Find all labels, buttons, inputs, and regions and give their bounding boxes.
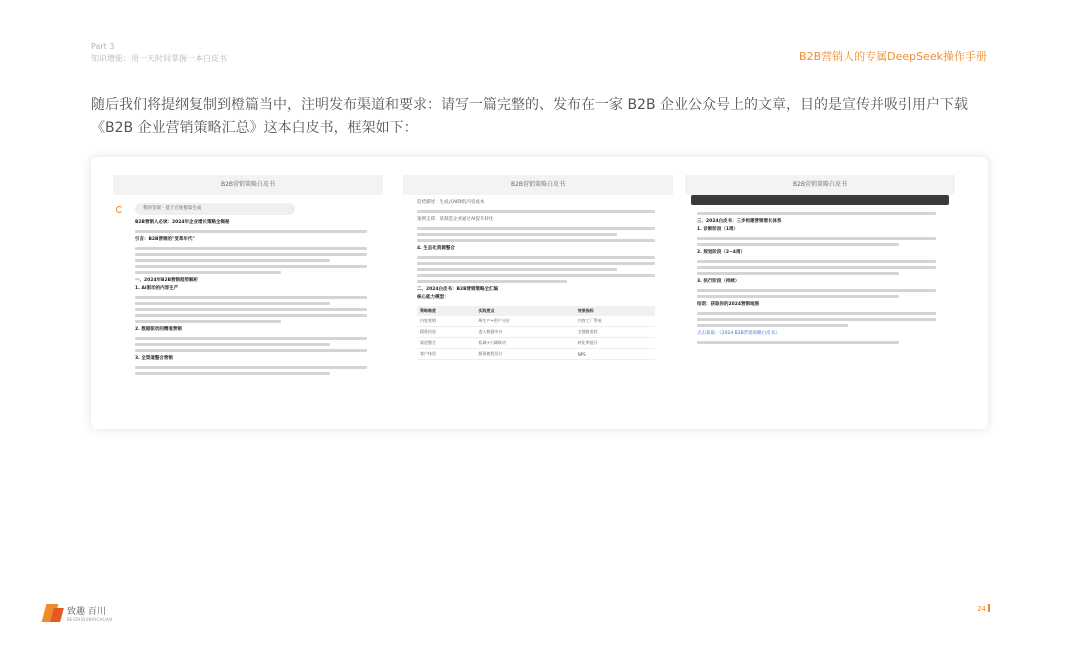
- panel-title: B2B营销策略白皮书: [403, 175, 673, 195]
- step-heading: 2. 规划阶段（2~4周）: [697, 250, 745, 255]
- text-placeholder: [697, 266, 936, 269]
- text-placeholder: [697, 295, 899, 298]
- logo-icon: [44, 604, 62, 622]
- table-cell: 内容营销: [417, 316, 476, 327]
- text-placeholder: [135, 259, 330, 262]
- page-number: [977, 604, 990, 613]
- table-row: [417, 316, 655, 327]
- text-placeholder: [417, 274, 655, 277]
- text-placeholder: [417, 268, 617, 271]
- text-placeholder: [697, 272, 899, 275]
- section-heading: 二、2024白皮书：B2B营销策略全汇编: [417, 287, 499, 292]
- table-row: [417, 349, 655, 360]
- table-header: 实践要点: [476, 306, 575, 316]
- screenshot-card: [91, 157, 988, 429]
- text-placeholder: [417, 227, 655, 230]
- trend-line: 趋势描述：生成式AI降低内容成本: [417, 200, 485, 205]
- step-heading: 1. 诊断阶段（1周）: [697, 227, 739, 232]
- table-cell: 内容工厂系统: [575, 316, 655, 327]
- text-placeholder: [135, 343, 330, 346]
- text-placeholder: [697, 237, 936, 240]
- text-placeholder: [417, 262, 655, 265]
- step-heading: 3. 执行阶段（持续）: [697, 279, 740, 284]
- part-label: Part 3: [91, 42, 115, 51]
- strategy-table: [417, 306, 655, 360]
- section-heading: 三、2024白皮书：三步构建营销增长体系: [697, 219, 782, 224]
- article-heading: B2B营销人必读：2024年企业增长策略全揭秘: [135, 220, 230, 225]
- table-row: [417, 338, 655, 349]
- assistant-icon: [116, 206, 123, 213]
- table-caption: 核心能力模型：: [417, 295, 449, 300]
- table-cell: AI生产+用户分层: [476, 316, 575, 327]
- text-placeholder: [697, 312, 936, 315]
- table-cell: 精准投放: [417, 327, 476, 338]
- section-heading: 引言：B2B营销的"变革年代": [135, 237, 195, 242]
- text-placeholder: [135, 302, 330, 305]
- panel-title: B2B营销策略白皮书: [685, 175, 955, 195]
- table-header: 策略维度: [417, 306, 476, 316]
- panel-title: B2B营销策略白皮书: [113, 175, 383, 195]
- page-number-text: 24: [977, 605, 986, 613]
- text-placeholder: [697, 260, 936, 263]
- subsection-heading: 2. 数据驱动的精准营销: [135, 327, 182, 332]
- text-placeholder: [135, 247, 367, 250]
- input-bar: [691, 195, 949, 205]
- table-cell: 转化率提升: [575, 338, 655, 349]
- text-placeholder: [697, 243, 899, 246]
- text-placeholder: [135, 265, 367, 268]
- conclusion-heading: 结语：获取你的2024营销地图: [697, 302, 760, 307]
- manual-title: B2B营销人的专属DeepSeek操作手册: [799, 50, 987, 63]
- answer-tag: 我的答案 · 基于百度橙篇生成: [135, 203, 295, 215]
- case-line: 案例支撑：某制造企业通过AI提升转化: [417, 217, 494, 222]
- text-placeholder: [135, 372, 330, 375]
- text-placeholder: [697, 318, 936, 321]
- table-cell: 客户体验: [417, 349, 476, 360]
- text-placeholder: [135, 308, 367, 311]
- text-placeholder: [417, 280, 567, 283]
- text-placeholder: [697, 341, 899, 344]
- table-header: 效果指标: [575, 306, 655, 316]
- text-placeholder: [135, 271, 281, 274]
- download-link[interactable]: 点击获取：《2024 B2B营销策略白皮书》: [697, 331, 780, 336]
- part-subtitle: 知识增能：用一天时间掌握一本白皮书: [91, 54, 227, 63]
- page-marker: [988, 604, 990, 612]
- table-cell: 全链路追踪: [575, 327, 655, 338]
- text-placeholder: [135, 230, 367, 233]
- table-row: [417, 327, 655, 338]
- section-heading: 一、2024年B2B营销趋势解析: [135, 278, 199, 283]
- screenshot-panel-3: [685, 175, 955, 403]
- text-placeholder: [135, 296, 367, 299]
- text-placeholder: [135, 314, 367, 317]
- company-logo: [44, 604, 112, 622]
- text-placeholder: [417, 239, 655, 242]
- screenshot-panel-2: [403, 175, 673, 403]
- text-placeholder: [417, 233, 617, 236]
- text-placeholder: [135, 337, 367, 340]
- text-placeholder: [417, 256, 655, 259]
- text-placeholder: [697, 212, 936, 215]
- table-cell: 渠道整合: [417, 338, 476, 349]
- text-placeholder: [417, 210, 655, 213]
- subsection-heading: 3. 全渠道整合营销: [135, 356, 173, 361]
- table-cell: 服务旅程设计: [476, 349, 575, 360]
- table-cell: 私域+公域联动: [476, 338, 575, 349]
- screenshot-panel-1: [113, 175, 383, 403]
- text-placeholder: [135, 253, 367, 256]
- intro-paragraph: 随后我们将提纲复制到橙篇当中，注明发布渠道和要求：请写一篇完整的、发布在一家 B2B 企业公众号上的文章，目的是宣传并吸引用户下载《B2B 企业营销策略汇总》这本白皮书，框架如下：: [91, 97, 969, 136]
- table-cell: NPS: [575, 349, 655, 360]
- text-placeholder: [135, 349, 367, 352]
- logo-english: BEIZHIQUBAICHUAN: [67, 617, 113, 622]
- text-placeholder: [135, 366, 367, 369]
- subsection-heading: 4. 生态化资源整合: [417, 246, 455, 251]
- text-placeholder: [697, 324, 848, 327]
- text-placeholder: [697, 289, 936, 292]
- table-cell: 进入数据中台: [476, 327, 575, 338]
- subsection-heading: 1. AI驱动的内容生产: [135, 286, 179, 291]
- logo-name: 致趣 百川: [67, 607, 106, 617]
- text-placeholder: [135, 320, 281, 323]
